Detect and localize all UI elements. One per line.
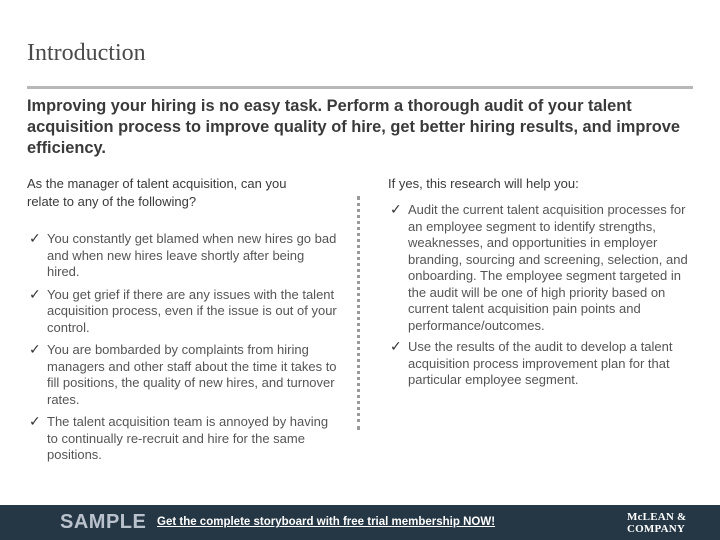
- checkmark-icon: ✓: [390, 202, 402, 218]
- list-item: [27, 342, 337, 408]
- logo-line-2: COMPANY: [627, 523, 686, 535]
- title-divider: [27, 86, 693, 89]
- list-item-text: You are bombarded by complaints from hiring managers and other staff about the time it takes to fill positions, the quality of new hires, and turnover rates.: [47, 342, 337, 407]
- company-logo: [627, 511, 695, 535]
- checkmark-icon: ✓: [29, 414, 41, 430]
- list-item: [388, 339, 690, 389]
- column-divider: [357, 196, 363, 430]
- logo-line-1: McLEAN &: [627, 511, 687, 523]
- right-column: [388, 175, 690, 394]
- list-item: [27, 287, 337, 337]
- list-item: [388, 202, 690, 334]
- right-checklist: [388, 202, 690, 389]
- checkmark-icon: ✓: [29, 342, 41, 358]
- list-item-text: You get grief if there are any issues with the talent acquisition process, even if the issue is out of your control.: [47, 286, 337, 335]
- left-column: [27, 175, 337, 470]
- footer-bar: [0, 505, 720, 540]
- sample-label: SAMPLE: [60, 511, 147, 533]
- list-item: [27, 414, 337, 464]
- left-checklist: [27, 231, 337, 464]
- left-question: As the manager of talent acquisition, can you relate to any of the following?: [27, 176, 287, 209]
- right-lead: If yes, this research will help you:: [388, 176, 579, 191]
- list-item-text: Audit the current talent acquisition processes for an employee segment to identify strengths, weaknesses, and opportunities in employer branding, sourcing and screening, selection, and onboarding. The employee segment targeted in the audit will be one of high priority based on current talent acquisition pain points and performance/outcomes.: [408, 202, 688, 333]
- checkmark-icon: ✓: [29, 286, 41, 303]
- list-item: [27, 231, 337, 281]
- list-item-text: The talent acquisition team is annoyed by having to continually re-recruit and hire for the same positions.: [47, 414, 329, 462]
- list-item-text: You constantly get blamed when new hires go bad and when new hires leave shortly after being hired.: [47, 231, 337, 279]
- checkmark-icon: ✓: [390, 339, 402, 355]
- list-item-text: Use the results of the audit to develop a talent acquisition process improvement plan for that particular employee segment.: [408, 339, 673, 387]
- trial-membership-link[interactable]: Get the complete storyboard with free trial membership NOW!: [157, 516, 496, 528]
- checkmark-icon: ✓: [29, 231, 41, 247]
- page-title: Introduction: [27, 40, 146, 66]
- intro-paragraph: Improving your hiring is no easy task. Perform a thorough audit of your talent acquisition process to improve quality of hire, get better hiring results, and improve efficiency.: [27, 97, 681, 157]
